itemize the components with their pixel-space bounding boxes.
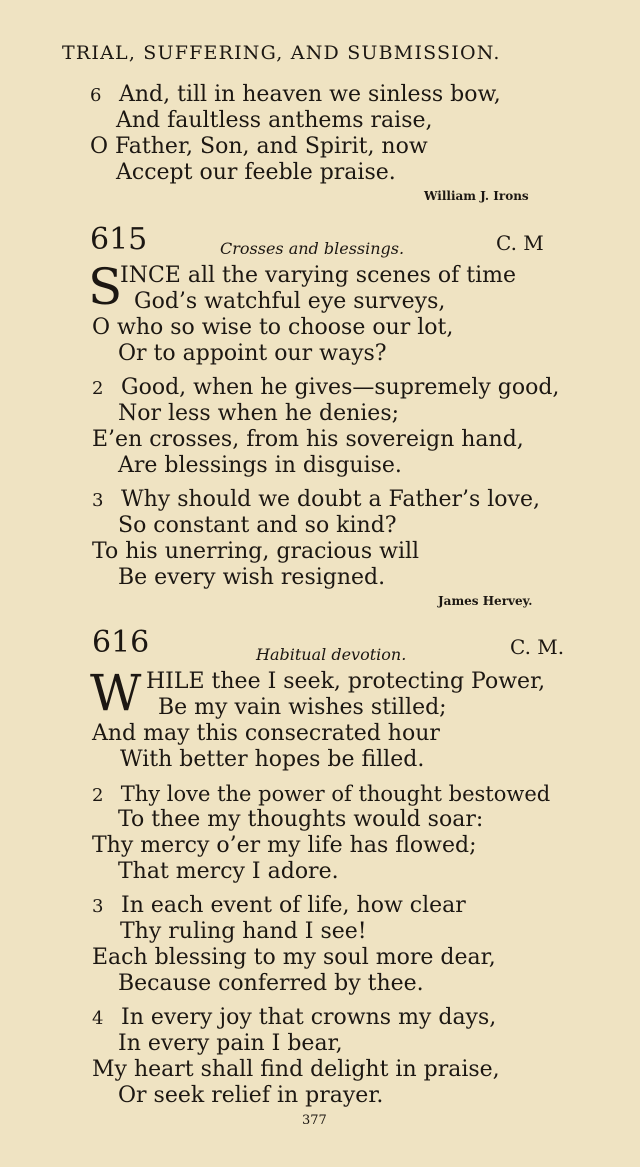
stanza-number: 2 bbox=[92, 785, 104, 806]
stanza-line: Thy ruling hand I see! bbox=[120, 919, 367, 944]
stanza-line: And may this consecrated hour bbox=[92, 721, 440, 746]
stanza-line: Or to appoint our ways? bbox=[118, 341, 387, 366]
stanza-number: 6 bbox=[90, 85, 102, 106]
stanza-line: That mercy I adore. bbox=[118, 859, 339, 884]
stanza-line: Are blessings in disguise. bbox=[118, 453, 402, 478]
line-text: Thy love the power of thought bestowed bbox=[120, 782, 551, 806]
stanza-line: In every pain I bear, bbox=[118, 1031, 343, 1056]
line-text: Good, when he gives—supremely good, bbox=[121, 375, 560, 400]
stanza-line: Be every wish resigned. bbox=[118, 565, 386, 590]
stanza-line: Nor less when he denies; bbox=[118, 401, 400, 426]
stanza-line bbox=[92, 893, 466, 920]
drop-cap: S bbox=[88, 258, 123, 316]
page-number: 377 bbox=[302, 1113, 327, 1128]
hymn-meter: C. M. bbox=[510, 635, 565, 659]
stanza-line: O who so wise to choose our lot, bbox=[92, 315, 454, 340]
stanza-line: INCE all the varying scenes of time bbox=[120, 263, 517, 288]
stanza-line: Or seek relief in prayer. bbox=[118, 1083, 384, 1108]
stanza-line: Be my vain wishes stilled; bbox=[158, 695, 447, 720]
stanza-line: Thy mercy o’er my life has flowed; bbox=[92, 833, 477, 858]
stanza-number: 3 bbox=[92, 490, 104, 511]
hymn-number: 615 bbox=[90, 222, 148, 257]
stanza-line: O Father, Son, and Spirit, now bbox=[90, 134, 428, 159]
stanza-line: Because conferred by thee. bbox=[118, 971, 424, 996]
stanza-line: Each blessing to my soul more dear, bbox=[92, 945, 496, 970]
stanza-number: 4 bbox=[92, 1008, 104, 1029]
line-text: Why should we doubt a Father’s love, bbox=[121, 487, 540, 512]
hymn-number: 616 bbox=[92, 625, 150, 660]
stanza-number: 2 bbox=[92, 378, 104, 399]
stanza-line: HILE thee I seek, protecting Power, bbox=[146, 669, 546, 694]
line-text: In every joy that crowns my days, bbox=[121, 1005, 497, 1030]
stanza-line bbox=[90, 82, 501, 109]
stanza-line: So constant and so kind? bbox=[118, 513, 397, 538]
stanza-line: To his unerring, gracious will bbox=[92, 539, 420, 564]
stanza-line bbox=[92, 1005, 496, 1032]
stanza-line bbox=[92, 375, 559, 402]
stanza-line bbox=[92, 487, 540, 514]
stanza-line: And faultless anthems raise, bbox=[116, 108, 433, 133]
drop-cap: W bbox=[90, 664, 142, 722]
stanza-line: E’en crosses, from his sovereign hand, bbox=[92, 427, 524, 452]
running-head: TRIAL, SUFFERING, AND SUBMISSION. bbox=[62, 42, 501, 64]
hymn-meter: C. M bbox=[496, 231, 544, 255]
stanza-number: 3 bbox=[92, 896, 104, 917]
stanza-line: To thee my thoughts would soar: bbox=[118, 807, 484, 832]
stanza-line: My heart shall find delight in praise, bbox=[92, 1057, 500, 1082]
stanza-line bbox=[92, 781, 550, 809]
stanza-line: God’s watchful eye surveys, bbox=[134, 289, 446, 314]
line-text: In each event of life, how clear bbox=[121, 893, 466, 918]
stanza-line: Accept our feeble praise. bbox=[116, 160, 396, 185]
line-text: And, till in heaven we sinless bow, bbox=[119, 82, 501, 107]
author-attribution: James Hervey. bbox=[438, 594, 533, 608]
author-attribution: William J. Irons bbox=[424, 189, 529, 203]
hymn-title: Habitual devotion. bbox=[256, 645, 407, 664]
stanza-line: With better hopes be filled. bbox=[120, 747, 425, 772]
hymn-title: Crosses and blessings. bbox=[220, 239, 405, 258]
